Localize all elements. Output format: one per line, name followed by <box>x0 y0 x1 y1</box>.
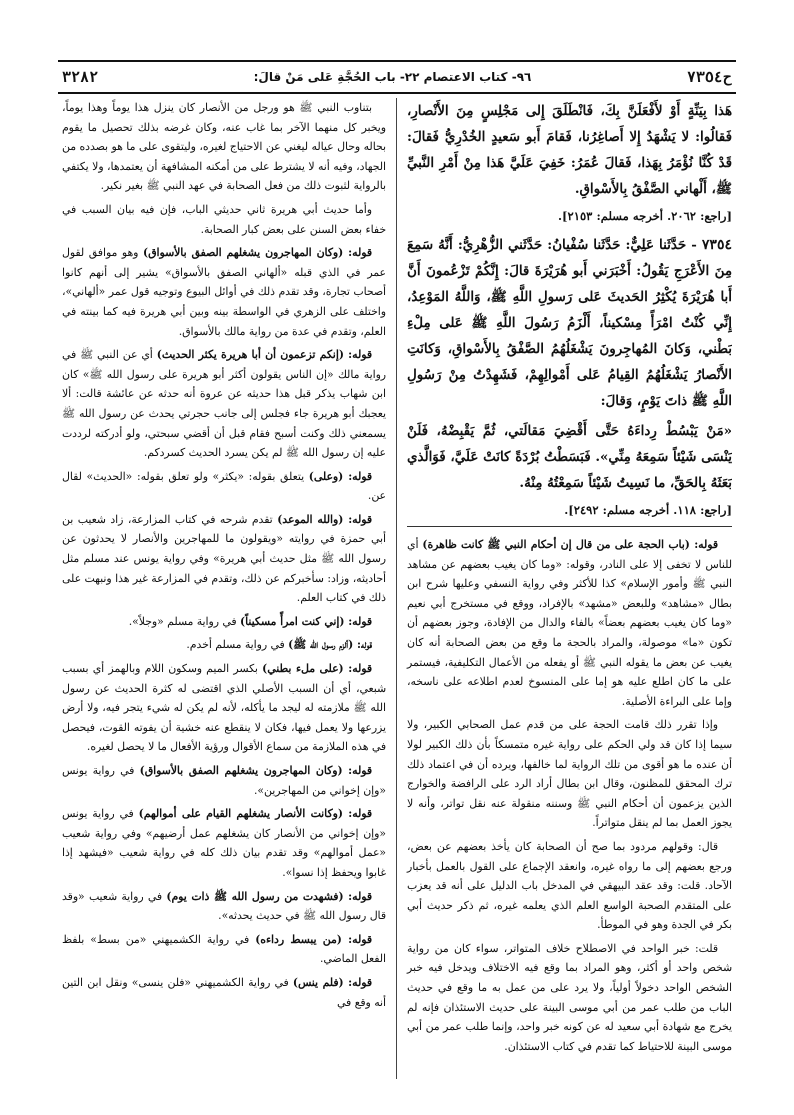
hadith-number: ٧٣٥٤ <box>701 237 732 253</box>
commentary-paragraph <box>407 939 732 1057</box>
section-divider <box>407 526 732 527</box>
commentary-lead: قوله: (إني كنت امرأً مسكيناً) <box>240 614 372 628</box>
commentary-lead: قوله: (وكان المهاجرون يشغلهم الصفق بالأسواق) <box>143 246 372 260</box>
commentary-text: وإذا تقرر ذلك قامت الحجة على من قدم عمل الصحابي الكبير، ولا سيما إذا كان قد ولي الحكم على رواية غيره متمسكاً بأن ذلك الكبير لولا أن عنده ما هو أقوى من تلك الرواية لما خالفها، ويرده أن في اعتماد ذلك ترك المحقق للمظنون، وقال ابن بطال أراد الرد على الرافضة والخوارج الذين يزعمون أن أحكام النبي ﷺ وسننه منقولة عنه نقل تواتر، وأنه لا يجوز العمل بما لم ينقل متواتراً. <box>407 718 732 830</box>
commentary-paragraph <box>62 510 386 608</box>
left-column <box>62 98 397 1079</box>
hadith-range: ح٧٣٥٤ <box>686 68 732 86</box>
right-column <box>397 98 732 1079</box>
hadith-quote: «مَنْ يَبْسُطْ رِداءَهُ حَتَّى أَقْضِيَ مَقالَتي، ثُمَّ يَقْبِضْهُ، فَلَنْ يَنْسَى شَيْئاً سَمِعَهُ مِنِّي». فَبَسَطْتُ بُرْدَةً كانَتْ عَلَيَّ، فَوَالَّذي بَعَثَهُ بِالحَقِّ، ما نَسِيتُ شَيْئاً سَمِعْتُهُ مِنْهُ. <box>407 423 732 491</box>
page-header <box>58 60 736 94</box>
commentary-text: أي عن النبي ﷺ في رواية مالك «إن الناس يقولون أكثر أبو هريرة على رسول الله ﷺ» كان ابن شهاب يذكر قبل هذا حديثه عن عروة أنه حدثه عن عائشة قالت: ألا يعجبك أبو هريرة جاء فجلس إلى جانب حجرتي يحدث عن رسول الله ﷺ يسمعني ذلك وكنت أسبح فقام قبل أن أقضي سبحتي، ولو أدركته لرددت عليه إن رسول الله ﷺ لم يكن يسرد الحديث كسردكم. <box>62 348 386 460</box>
hadith-dash: - <box>686 237 697 253</box>
hadith-tail: هَذا بِيَنِّةٍ أَوْ لأَفْعَلَنَّ بِكَ، فَانْطَلَقَ إِلى مَجْلِسٍ مِنَ الأَنْصارِ، فَقالُوا: لا يَشْهَدُ إِلا أَصاغِرُنا، فَقامَ أَبو سَعيدٍ الخُدْرِيُّ فَقالَ: قَدْ كُنَّا نُؤْمَرُ بِهَذا، فَقالَ عُمَرُ: خَفِيَ عَلَيَّ هَذا مِنْ أَمْرِ النَّبيِّ ﷺ، أَلْهاني الصَّفْقُ بِالأَسْواقِ. <box>407 103 732 197</box>
commentary-text: تقدم شرحه في كتاب المزارعة، زاد شعيب بن أبي حمزة في روايته «ويقولون ما للمهاجرين والأنصار لا يحدثون عن رسول الله ﷺ مثل حديث أبي هريرة» وفي رواية يونس عند مسلم مثل أحاديثه، وزاد: سأخبركم عن ذلك، وتقدم في المزارعة غير هذا ونبهت على ذلك في كتاب العلم. <box>62 512 386 605</box>
commentary-paragraph <box>62 659 386 757</box>
commentary-lead: قوله: (فلم ينس) <box>292 975 372 989</box>
commentary-lead: قوله: (والله الموعد) <box>277 512 372 526</box>
hadith-tail-reference: [راجع: ٢٠٦٢. أخرجه مسلم: ٢١٥٣]. <box>557 209 732 223</box>
commentary-paragraph <box>62 635 386 655</box>
commentary-lead: قوله: (من يبسط رداءه) <box>255 932 372 946</box>
hadith-text: حَدَّثَنا عَلِيٌّ: حَدَّثَنا سُفْيانُ: حَدَّثَني الزُّهْرِيُّ: أَنَّهُ سَمِعَ مِنَ الأَعْرَجِ يَقُولُ: أَخْبَرَني أَبو هُرَيْرَةَ قالَ: إِنَّكُمْ تَزْعُمونَ أَنَّ أَبا هُرَيْرَةَ يُكْثِرُ الحَديثَ عَلى رَسولِ اللَّهِ ﷺ، وَاللَّهُ المَوْعِدُ، إِنِّي كُنْتُ امْرَأً مِسْكيناً، أَلْزَمُ رَسُولَ اللَّهِ ﷺ عَلى مِلْءِ بَطْني، وَكانَ المُهاجِرونَ يَشْغَلُهُمُ الصَّفْقُ بِالأَسْواقِ، وَكانَتِ الأَنْصارُ يَشْغَلُهُمُ القِيامُ عَلى أَمْوالِهِمْ، فَشَهِدْتُ مِنْ رَسُولِ اللَّهِ ﷺ ذاتَ يَوْمٍ، وَقالَ: <box>407 237 732 409</box>
running-title: ٩٦- كتاب الاعتصام ٢٢- باب الحُجَّةِ عَلى مَنْ قالَ: <box>253 70 532 84</box>
right-commentary <box>407 535 732 1056</box>
commentary-paragraph <box>62 973 386 1012</box>
commentary-lead: قوله: (وعلى) <box>308 469 373 483</box>
commentary-lead: قوله: (ألزم رسول الله ﷺ) <box>288 638 372 652</box>
commentary-paragraph <box>62 467 386 506</box>
commentary-paragraph <box>62 612 386 632</box>
hadith-7354 <box>407 232 732 414</box>
commentary-lead: قوله: (إنكم تزعمون أن أبا هريرة يكثر الحديث) <box>156 348 372 362</box>
commentary-text: في رواية مسلم «وجلاً». <box>128 614 237 628</box>
commentary-text: وأما حديث أبي هريرة ثاني حديثي الباب، فإن فيه بيان السبب في خفاء بعض السنن على بعض كبار الصحابة. <box>62 202 386 236</box>
commentary-lead: قوله: (باب الحجة على من قال إن أحكام النبي ﷺ كانت ظاهرة) <box>422 538 718 551</box>
commentary-text: قال: وقولهم مردود بما صح أن الصحابة كان يأخذ بعضهم عن بعض، ورجع بعضهم إلى ما رواه غيره، وانعقد الإجماع على القول بالعمل بأخبار الآحاد. قلت: وقد عقد البيهقي في المدخل باب الدليل على أنه قد يعزب على المتقدم الصحبة الواسع العلم الذي يعلمه غيره، ثم ذكر حديث أبي بكر في الجدة وهو في الموطأ. <box>407 839 732 932</box>
commentary-paragraph <box>62 930 386 969</box>
commentary-text: بكسر الميم وسكون اللام وبالهمز أي بسبب شبعي، أي أن السبب الأصلي الذي اقتضى له كثرة الحديث عن رسول الله ﷺ ملازمته له ليجد ما يأكله، لأنه لم يكن له شيء يتجر فيه، ولا أرض يزرعها ولا يعمل فيها، فكان لا ينقطع عنه خشية أن يفوته القوت، فيحصل في هذه الملازمة من سماع الأقوال ورؤية الأفعال ما لا يحصل لغيره. <box>62 662 386 754</box>
commentary-text: أي للناس لا تخفى إلا على النادر، وقوله: «وما كان يغيب بعضهم عن مشاهد النبي ﷺ وأمور الإسلام» كذا للأكثر وفي رواية النسفي وعليها شرح ابن بطال «مشاهد» وللبعض «مشهد» بالإفراد، ووقع في مستخرج أبي نعيم «وما كان يغيب بعضهم بعضاً» بالفاء والدال من الإفادة، وجوز بعضهم أن تكون «ما» موصولة، والمراد بالحجة ما وقع من بعض الصحابة أنه كان يغيب عن بعض ما يقوله النبي ﷺ أو يفعله من الأعمال التكليفية، فيستمر على ما كان اطلع عليه هو إما على المنسوخ لعدم اطلاعه على ناسخه، وإما على البراءة الأصلية. <box>407 538 732 708</box>
commentary-paragraph <box>62 761 386 800</box>
commentary-paragraph <box>62 345 386 463</box>
commentary-paragraph <box>62 200 386 239</box>
commentary-text: في رواية الكشميهني «من بسط» بلفظ الفعل الماضي. <box>62 932 386 966</box>
commentary-paragraph <box>407 715 732 833</box>
commentary-text: في رواية مسلم أخدم. <box>186 638 285 652</box>
commentary-text: بتناوب النبي ﷺ هو ورجل من الأنصار كان ينزل هذا يوماً وهذا يوماً، ويخبر كل منهما الآخر بما غاب عنه، وكان غرضه بذلك تحصيل ما يقوم بحاله وحال عياله ليغني عن الاحتياج لغيره، وليتقوى على ما هو بصدده من الجهاد، وفيه أنه لا يشترط على من أمكنه المشافهة أن يعتمدها، ولا يكتفي بالرواية لثبوت ذلك من فعل الصحابة في عهد النبي ﷺ بغير نكير. <box>62 101 386 193</box>
commentary-paragraph <box>62 887 386 926</box>
commentary-paragraph <box>62 243 386 341</box>
commentary-text: في رواية يونس «وإن إخواني من المهاجرين». <box>62 764 386 797</box>
commentary-text: قلت: خبر الواحد في الاصطلاح خلاف المتواتر، سواء كان من رواية شخص واحد أو أكثر، وهو المراد بما وقع فيه الاختلاف ويدخل فيه خبر الشخص الواحد دخولاً أولياً، ولا يرد على من عمل به ما وقع في حديث الباب من طلب عمر من أبي موسى البينة على حديث الاستئذان فإنه لم يخرج مع شهادة أبي سعيد له عن كونه خبر واحد، وإنما طلب عمر من أبي موسى البينة للاحتياط كما تقدم في كتاب الاستئذان. <box>407 941 732 1053</box>
commentary-lead: قوله: (على ملء بطني) <box>262 662 373 676</box>
commentary-lead: قوله: (وكانت الأنصار يشغلهم القيام على أموالهم) <box>138 807 373 821</box>
hadith-reference: [راجع: ١١٨. أخرجه مسلم: ٢٤٩٢]. <box>564 503 732 517</box>
commentary-lead: قوله: (وكان المهاجرون يشغلهم الصفق بالأسواق) <box>139 764 372 777</box>
commentary-text: يتعلق بقوله: «يكثر» ولو تعلق بقوله: «الحديث» لقال عن. <box>62 469 386 503</box>
commentary-text: في رواية يونس «وإن إخواني من الأنصار كان يشغلهم عمل أرضيهم» وفي رواية شعيب «عمل أموالهم» وقد تقدم بيان ذلك كله في رواية شعيب «فيشهد إذا غابوا ويحفظ إذا نسوا». <box>62 807 386 879</box>
text-columns <box>62 98 732 1079</box>
commentary-text: في رواية شعيب «وقد قال رسول الله ﷺ في حديث يحدثه». <box>62 889 386 923</box>
commentary-paragraph <box>62 804 386 882</box>
commentary-paragraph <box>62 98 386 196</box>
commentary-paragraph <box>407 837 732 935</box>
commentary-text: وهو موافق لقول عمر في الذي قبله «ألهاني الصفق بالأسواق» يشير إلى أنهم كانوا أصحاب تجارة، وقد تقدم ذلك في أوائل البيوع وتوجيه قول عمر «ألهاني»، واختلف على الزهري في الواسطة بينه وبين أبي هريرة فيه كما بينته في العلم، وتقدم في عدة من رواية مالك بالأسواق. <box>62 246 386 338</box>
commentary-text: في رواية الكشميهني «فلن ينسى» ونقل ابن التين أنه وقع في <box>62 975 386 1009</box>
page-number: ٣٢٨٢ <box>62 68 99 86</box>
commentary-lead: قوله: (فشهدت من رسول الله ﷺ ذات يوم) <box>166 889 372 903</box>
commentary-paragraph <box>407 535 732 711</box>
